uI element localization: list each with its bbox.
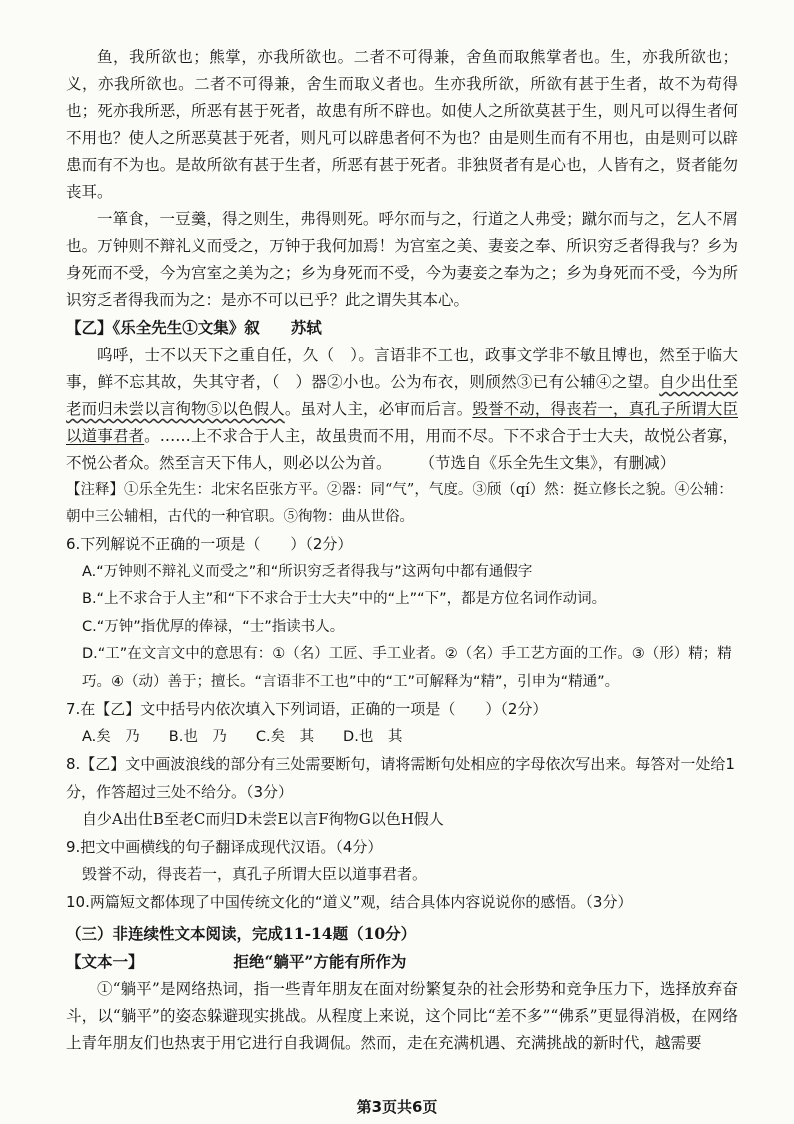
page-number-footer: 第3页共6页 xyxy=(356,1098,438,1116)
question-9-text: 毁誉不动，得丧若一，真孔子所谓大臣以道事君者。 xyxy=(82,865,428,883)
question-8-text: 自少A出仕B至老C而归D未尝E以言F徇物G以色H假人 xyxy=(82,810,444,828)
question-6-option-b: B.“上不求合于人主”和“下不求合于士大夫”中的“上”“下”，都是方位名词作动词。 xyxy=(82,591,607,607)
passage-b-text-end: 。……上不求合于人主，故虽贵而不用，用而不尽。下不求合于士大夫，故悦公者寡，不悦公者众。然至言天下伟人，则必以公为首。 xyxy=(66,427,738,472)
question-6-stem: 6.下列解说不正确的一项是（ ）（2分） xyxy=(66,535,353,553)
question-6-option-c: C.“万钟”指优厚的俸禄，“士”指读书人。 xyxy=(82,618,345,635)
passage-b-text-mid: 。虽对人主，必审而后言。 xyxy=(284,400,473,418)
annotation-notes: 【注释】①乐全先生：北宋名臣张方平。②器：同“气”，气度。③颀（qí）然：挺立修长之貌。④公辅：朝中三公辅相，古代的一种官职。⑤徇物：曲从世俗。 xyxy=(66,482,733,525)
text-one-paragraph-1: ①“躺平”是网络热词，指一些青年朋友在面对纷繁复杂的社会形势和竞争压力下，选择放弃奋斗，以“躺平”的姿态躲避现实挑战。从程度上来说，这个同比“差不多”“佛系”更显得消极，在网络上青年朋友们也热衷于用它进行自我调侃。然而，走在充满机遇、充满挑战的新时代，越需要 xyxy=(66,980,738,1052)
passage-b-paragraph xyxy=(66,342,738,477)
question-6-option-a: A.“万钟则不辩礼义而受之”和“所识穷乏者得我与”这两句中都有通假字 xyxy=(82,563,533,580)
question-10-stem: 10.两篇短文都体现了中国传统文化的“道义”观，结合具体内容说说你的感悟。（3分） xyxy=(66,892,633,911)
passage-b-text-start: 呜呼，士不以天下之重自任，久（ ）。言语非不工也，政事文学非不敏且博也，然至于临大事，鲜不忘其故，失其守者，（ ）器②小也。公为布衣，则颀然③已有公辅④之望。 xyxy=(66,346,738,391)
passage-b-source: （节选自《乐全先生文集》，有删减） xyxy=(419,454,676,472)
section-3-heading: （三）非连续性文本阅读，完成11-14题（10分） xyxy=(66,924,417,943)
passage-b-heading: 【乙】《乐全先生①文集》叙 苏轼 xyxy=(66,318,322,337)
text-one-label: 【文本一】 xyxy=(66,952,144,971)
question-8-stem: 8.【乙】文中画波浪线的部分有三处需要断句，请将需断句处相应的字母依次写出来。每答对一处给1分，作答超过三处不给分。（3分） xyxy=(66,755,735,801)
question-9-stem: 9.把文中画横线的句子翻译成现代汉语。（4分） xyxy=(66,837,383,856)
passage-a-paragraph-2: 一箪食，一豆羹，得之则生，弗得则死。呼尔而与之，行道之人弗受；蹴尔而与之，乞人不屑也。万钟则不辩礼义而受之，万钟于我何加焉！为宫室之美、妻妾之奉、所识穷乏者得我与？乡为身死而不受，今为宫室之美为之；乡为身死而不受，今为妻妾之奉为之；乡为身死而不受，今为所识穷乏者得我而为之：是亦不可以已乎？此之谓失其本心。 xyxy=(66,210,738,309)
passage-a-paragraph-1: 鱼，我所欲也；熊掌，亦我所欲也。二者不可得兼，舍鱼而取熊掌者也。生，亦我所欲也；义，亦我所欲也。二者不可得兼，舍生而取义者也。生亦我所欲，所欲有甚于生者，故不为苟得也；死亦我所恶，所恶有甚于死者，故患有所不辟也。如使人之所欲莫甚于生，则凡可以得生者何不用也？使人之所恶莫甚于死者，则凡可以辟患者何不为也？由是则生而有不用也，由是则可以辟患而有不为也。是故所欲有甚于生者，所恶有甚于死者。非独贤者有是心也，人皆有之，贤者能勿丧耳。 xyxy=(66,48,738,201)
text-one-title: 拒绝“躺平”方能有所作为 xyxy=(233,952,407,971)
question-7-stem: 7.在【乙】文中括号内依次填入下列词语，正确的一项是（ ）（2分） xyxy=(66,700,548,718)
underlined-text: 毁誉不动，得丧若一，真孔子所谓大臣以道事君者 xyxy=(66,400,738,445)
question-7-options: A.矣 乃 B.也 乃 C.矣 其 D.也 其 xyxy=(82,728,403,745)
page-content xyxy=(66,44,738,1057)
question-6-option-d: D.“工”在文言文中的意思有：①（名）工匠、手工业者。②（名）手工艺方面的工作。③（形）精；精巧。④（动）善于；擅长。“言语非不工也”中的“工”可解释为“精”，引申为“精通”。 xyxy=(82,646,732,690)
text-one-title-line xyxy=(66,948,738,976)
wavy-underlined-text: 自少出仕至老而归未尝以言徇物⑤以色假人 xyxy=(66,373,738,418)
